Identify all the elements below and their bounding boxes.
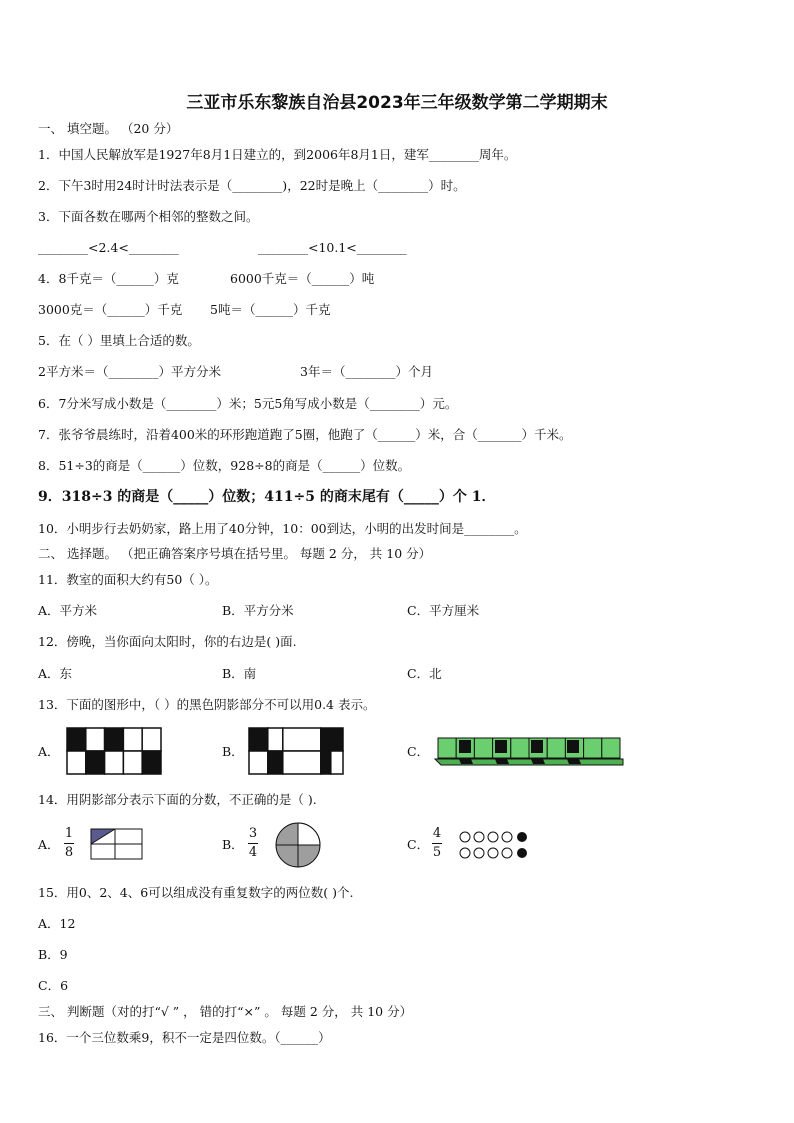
- section-1-heading: 一、 填空题。 （20 分）: [38, 121, 179, 136]
- fraction-denominator: 5: [432, 845, 442, 860]
- section-3-heading: 三、 判断题（对的打“√ ” ， 错的打“×” 。 每题 2 分， 共 10 分）: [38, 1004, 413, 1019]
- question-14-option-a-fraction: [64, 827, 74, 860]
- question-15-option-c: C．6: [38, 978, 69, 993]
- question-14-figure-c: [458, 830, 538, 860]
- question-15-option-a: A．12: [38, 916, 76, 931]
- question-7: 7．张爷爷晨练时，沿着400米的环形跑道跑了5圈，他跑了（______）米，合（_______）千米。: [38, 427, 572, 442]
- question-13: 13．下面的图形中，（ ）的黑色阴影部分不可以用0.4 表示。: [38, 697, 376, 712]
- question-8: 8．51÷3的商是（______）位数，928÷8的商是（______）位数。: [38, 458, 411, 473]
- question-5-part-a: 2平方米＝（________）平方分米: [38, 364, 221, 379]
- question-2: 2．下午3时用24时计时法表示是（________)，22时是晚上（________）时。: [38, 178, 466, 193]
- question-10: 10．小明步行去奶奶家，路上用了40分钟，10：00到达，小明的出发时间是________。: [38, 521, 527, 536]
- question-3: 3．下面各数在哪两个相邻的整数之间。: [38, 209, 259, 224]
- question-13-option-b-label: B．: [222, 744, 244, 759]
- question-13-figure-b: [248, 727, 344, 775]
- question-4-part-b: 6000千克＝（______）吨: [230, 271, 375, 286]
- question-13-option-a-label: A．: [38, 744, 60, 759]
- question-14-option-c-fraction: [432, 827, 442, 860]
- question-14-figure-a: [90, 828, 143, 861]
- question-1: 1．中国人民解放军是1927年8月1日建立的，到2006年8月1日，建军________周年。: [38, 147, 517, 162]
- question-9: 9．318÷3 的商是（_____）位数；411÷5 的商末尾有（_____）个 1．: [38, 489, 496, 505]
- question-12-option-b: B．南: [222, 666, 257, 681]
- question-14-option-b-fraction: [248, 827, 258, 860]
- question-12-option-c: C．北: [407, 666, 442, 681]
- fraction-numerator: 3: [248, 826, 258, 841]
- question-5-part-b: 3年＝（________）个月: [300, 364, 433, 379]
- question-15: 15．用0、2、4、6可以组成没有重复数字的两位数( )个.: [38, 885, 354, 900]
- question-14-option-b-label: B．: [222, 837, 244, 852]
- question-5: 5．在（ ）里填上合适的数。: [38, 333, 200, 348]
- fraction-numerator: 1: [64, 826, 74, 841]
- question-11-option-a: A．平方米: [38, 603, 98, 618]
- question-12-option-a: A．东: [38, 666, 73, 681]
- question-14-option-a-label: A．: [38, 837, 60, 852]
- question-12: 12．傍晚，当你面向太阳时，你的右边是( )面.: [38, 634, 297, 649]
- question-6: 6．7分米写成小数是（________）米；5元5角写成小数是（________）元。: [38, 396, 458, 411]
- question-15-option-b: B．9: [38, 947, 68, 962]
- question-11: 11．教室的面积大约有50（ ）。: [38, 572, 218, 587]
- question-13-figure-a: [66, 727, 162, 775]
- question-14-option-c-label: C．: [407, 837, 430, 852]
- question-4-part-d: 5吨＝（______）千克: [210, 302, 331, 317]
- question-3-part-a: ________<2.4<________: [38, 240, 179, 255]
- question-4-part-a: 4．8千克＝（______）克: [38, 271, 179, 286]
- question-13-figure-c: [434, 735, 624, 767]
- fraction-denominator: 8: [64, 845, 74, 860]
- question-14: 14．用阴影部分表示下面的分数，不正确的是（ ).: [38, 792, 317, 807]
- fraction-denominator: 4: [248, 845, 258, 860]
- page-title: 三亚市乐东黎族自治县2023年三年级数学第二学期期末: [186, 93, 608, 113]
- question-3-part-b: ________<10.1<________: [258, 240, 407, 255]
- question-11-option-b: B．平方分米: [222, 603, 294, 618]
- question-11-option-c: C．平方厘米: [407, 603, 480, 618]
- fraction-numerator: 4: [432, 826, 442, 841]
- section-2-heading: 二、 选择题。 （把正确答案序号填在括号里。 每题 2 分， 共 10 分）: [38, 546, 432, 561]
- question-16: 16．一个三位数乘9，积不一定是四位数。（______）: [38, 1030, 331, 1045]
- question-4-part-c: 3000克＝（______）千克: [38, 302, 183, 317]
- question-14-figure-b: [275, 822, 321, 868]
- question-13-option-c-label: C．: [407, 744, 430, 759]
